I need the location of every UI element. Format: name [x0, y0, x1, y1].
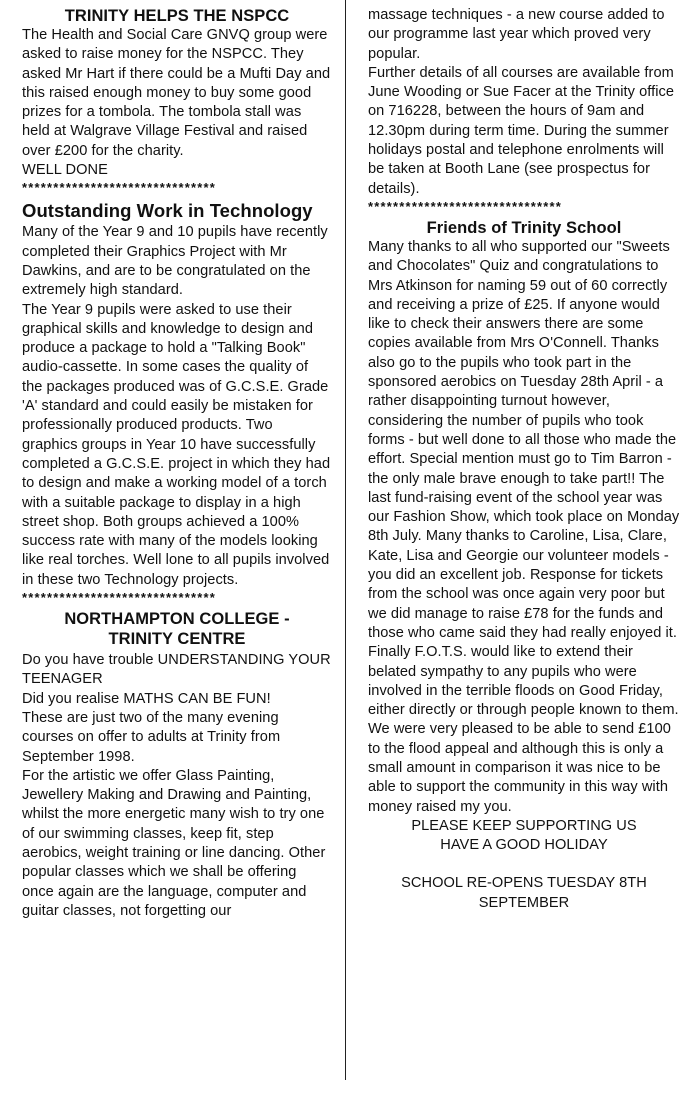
college-paragraph-1: Do you have trouble UNDERSTANDING YOUR TEENAGER: [22, 652, 331, 688]
college-heading-line-2: TRINITY CENTRE: [108, 630, 246, 649]
college-paragraph-4: For the artistic we offer Glass Painting, Jewellery Making and Drawing and Painting, whilst the more energetic many wish to try one of our swimming classes, keep fit, step aerobics, weight training or line dancing. Other popular classes which we shall be offering once again are the language, computer and guitar classes, not forgetting our: [22, 767, 326, 919]
college-paragraph-3: These are just two of the many evening courses on offer to adults at Trinity from September 1998.: [22, 709, 281, 765]
friends-closing-1: PLEASE KEEP SUPPORTING US: [411, 817, 637, 834]
column-divider: [345, 0, 346, 1080]
friends-closing-2: HAVE A GOOD HOLIDAY: [440, 837, 608, 854]
college-paragraph-2: Did you realise MATHS CAN BE FUN!: [22, 690, 271, 707]
nspcc-signoff: WELL DONE: [22, 162, 108, 179]
friends-paragraph-1: Many thanks to all who supported our "Sweets and Chocolates" Quiz and congratulations to Mrs Atkinson for naming 59 out of 60 correctly and receiving a prize of £25. If anyone would like to check their answers there are some copies available from Mrs O'Connell. Thanks also go to the pupils who took part in the sponsored aerobics on Tuesday 28th April - a rather disappointing turnout however, considering the number of pupils who took forms - but well done to all those who made the effort. Special mention must go to Tim Barron - the only male brave enough to take part!! The last fund-raising event of the school year was our Fashion Show, which took place on Monday 8th July. Many thanks to Caroline, Lisa, Clare, Kate, Lisa and Georgie our volunteer models - you did an excellent job. Response for tickets from the school was once again very poor but we did manage to raise £78 for the funds and those who came said they had really enjoyed it.: [368, 238, 680, 641]
technology-paragraph-2: The Year 9 pupils were asked to use their graphical skills and knowledge to design and produce a package to hold a "Talking Book" audio-cassette. In some cases the quality of the packages produced was of G.C.S.E. Grade 'A' standard and could easily be mistaken for professionally produced products. Two graphics groups in Year 10 have successfully completed a G.C.S.E. project in which they had to design and make a working model of a torch with a suitable package to display in a high street shop. Both groups achieved a 100% success rate with many of the models looking like real torches. Well lone to all pupils involved in these two Technology projects.: [22, 301, 331, 588]
left-column: [22, 6, 332, 921]
star-separator: *******************************: [368, 200, 563, 214]
technology-heading: Outstanding Work in Technology: [22, 200, 313, 222]
friends-article: [368, 218, 680, 913]
friends-heading: Friends of Trinity School: [426, 218, 622, 237]
college-continued-paragraph-1: massage techniques - a new course added to our programme last year which proved very popular.: [368, 7, 665, 62]
star-separator: *******************************: [22, 592, 217, 606]
right-column: [368, 6, 680, 913]
college-continued-paragraph-2: Further details of all courses are available from June Wooding or Sue Facer at the Trinity office on 716228, between the hours of 9am and 12.30pm during term time. During the summer holidays postal and telephone enrolments will be taken at Booth Lane (see prospectus for details).: [368, 64, 675, 197]
college-heading-line-1: NORTHAMPTON COLLEGE -: [64, 610, 290, 629]
college-article: [22, 609, 332, 921]
technology-paragraph-1: Many of the Year 9 and 10 pupils have recently completed their Graphics Project with Mr Dawkins, and are to be congratulated on the extremely high standard.: [22, 224, 328, 299]
nspcc-heading: TRINITY HELPS THE NSPCC: [64, 7, 290, 25]
star-separator: *******************************: [22, 182, 217, 196]
friends-paragraph-2: Finally F.O.T.S. would like to extend their belated sympathy to any pupils who were involved in the terrible floods on Good Friday, either directly or through people known to them. We were very pleased to be able to send £100 to the flood appeal and although this is only a small amount in comparison it was nice to be able to support the community in this way with money raised my you.: [368, 644, 679, 815]
spacer: [368, 855, 680, 874]
nspcc-article: [22, 6, 332, 180]
nspcc-body: The Health and Social Care GNVQ group were asked to raise money for the NSPCC. They asked Mr Hart if there could be a Mufti Day and this raised enough money to buy some good prizes for a tombola. The tombola stall was held at Walgrave Village Festival and raised over £200 for the charity.: [22, 27, 331, 159]
school-reopens-notice: SCHOOL RE-OPENS TUESDAY 8TH SEPTEMBER: [401, 875, 647, 911]
technology-article: [22, 199, 332, 590]
college-article-continued: [368, 6, 680, 199]
